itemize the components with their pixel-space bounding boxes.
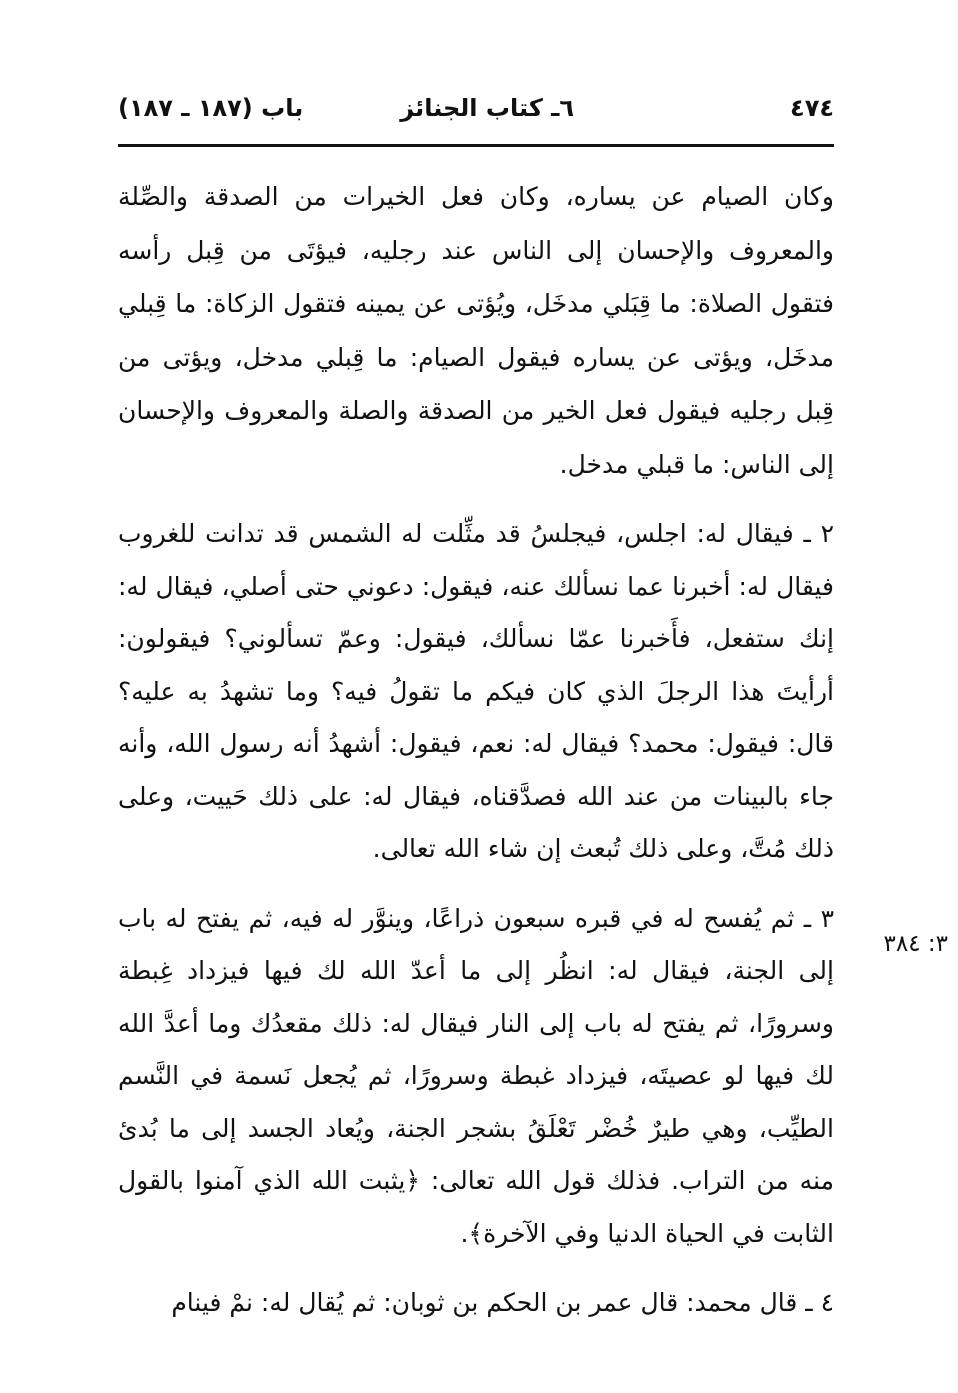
paragraph: ٣ ـ ثم يُفسح له في قبره سبعون ذراعًا، وينوَّر له فيه، ثم يفتح له باب إلى الجنة، فيقال له: انظُر إلى ما أعدّ الله لك فيها فيزداد غِبطة وسرورًا، ثم يفتح له باب إلى النار فيقال له: ذلك مقعدُك وما أعدَّ الله لك فيها لو عصيتَه، فيزداد غبطة وسرورًا، ثم يُجعل نَسمة في النَّسم الطيِّب، وهي طيرٌ خُضْر تَعْلَقُ بشجر الجنة، ويُعاد الجسد إلى ما بُدئ منه من التراب. فذلك قول الله تعالى: ﴿يثبت الله الذي آمنوا بالقول الثابت في الحياة الدنيا وفي الآخرة﴾. (118, 903, 834, 1248)
paragraph: ٢ ـ فيقال له: اجلس، فيجلسُ قد مثِّلت له الشمس قد تدانت للغروب فيقال له: أخبرنا عما نسألك عنه، فيقول: دعوني حتى أصلي، فيقال له: إنك ستفعل، فأَخبرنا عمّا نسألك، فيقول: وعمّ تسألوني؟ فيقولون: أرأيتَ هذا الرجلَ الذي كان فيكم ما تقولُ فيه؟ وما تشهدُ به عليه؟ قال: فيقول: محمد؟ فيقال له: نعم، فيقول: أشهدُ أنه رسول الله، وأنه جاء بالبينات من عند الله فصدَّقناه، فيقال له: على ذلك حَييت، وعلى ذلك مُتَّ، وعلى ذلك تُبعث إن شاء الله تعالى. (118, 519, 834, 863)
paragraph: وكان الصيام عن يساره، وكان فعل الخيرات من الصدقة والصِّلة والمعروف والإحسان إلى الناس عند رجليه، فيؤتَى من قِبل رأسه فتقول الصلاة: ما قِبَلي مدخَل، ويُؤتى عن يمينه فتقول الزكاة: ما قِبلي مدخَل، ويؤتى عن يساره فيقول الصيام: ما قِبلي مدخل، ويؤتى من قِبل رجليه فيقول فعل الخير من الصدقة والصلة والمعروف والإحسان إلى الناس: ما قبلي مدخل. (118, 182, 834, 479)
running-header (118, 88, 834, 132)
marginal-reference: ٣: ٣٨٤ (883, 931, 948, 957)
header-rule (118, 144, 834, 147)
page-number: ٤٧٤ (790, 94, 834, 122)
paragraph: ٤ ـ قال محمد: قال عمر بن الحكم بن ثوبان: ثم يُقال له: نمْ فينام (171, 1288, 834, 1317)
section-title: باب (١٨٧ ـ ١٨٧) (118, 94, 304, 122)
chapter-title: ٦ـ كتاب الجنائز (400, 94, 574, 122)
main-text (118, 170, 834, 1329)
